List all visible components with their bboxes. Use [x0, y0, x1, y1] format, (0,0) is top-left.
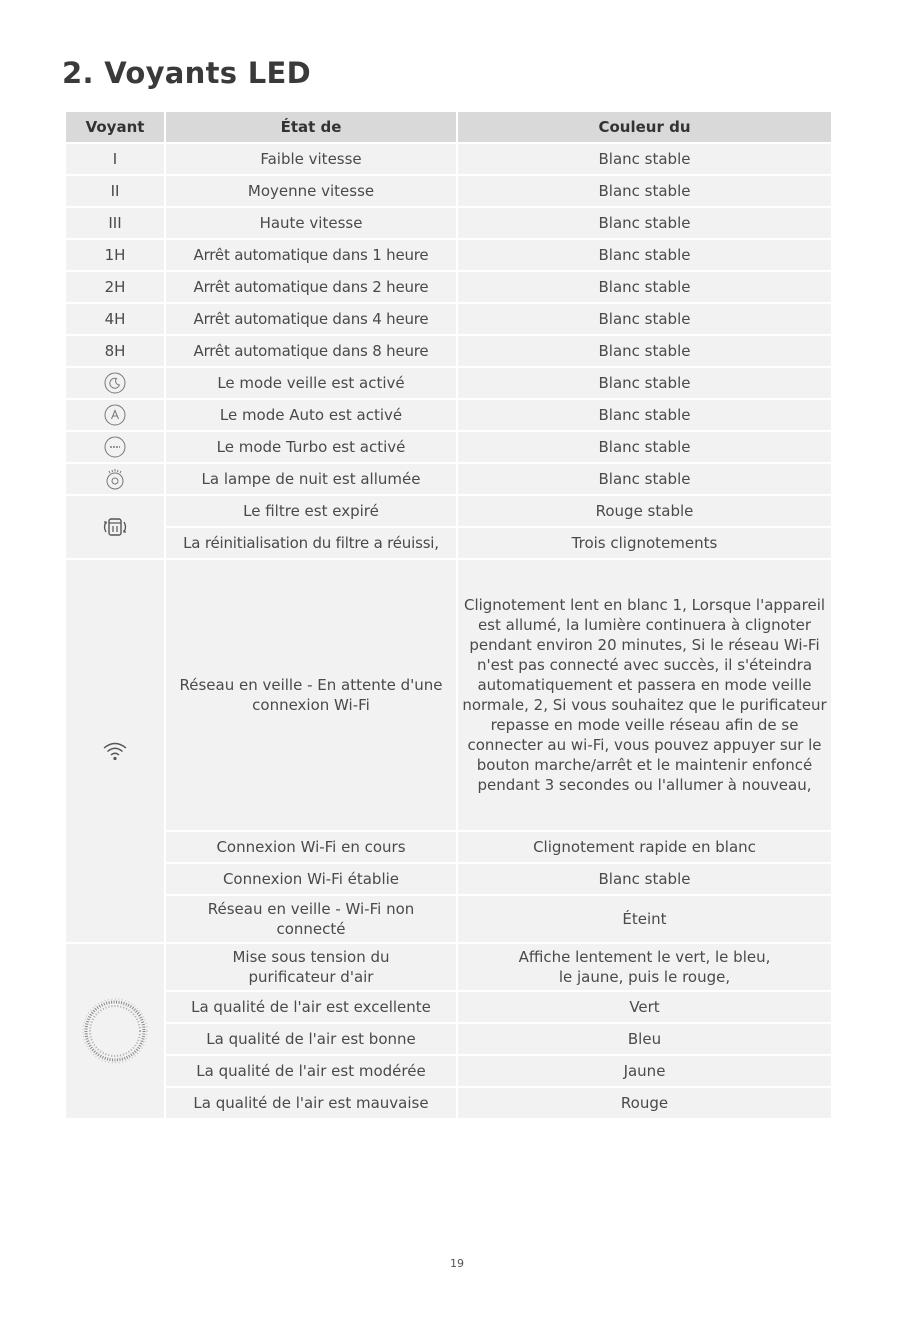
- couleur-cell: Blanc stable: [458, 336, 831, 366]
- voyant-cell: [66, 560, 164, 942]
- etat-cell: La qualité de l'air est mauvaise: [166, 1088, 456, 1118]
- couleur-cell: Vert: [458, 992, 831, 1022]
- led-indicator-table: [64, 110, 833, 1120]
- voyant-cell: 4H: [66, 304, 164, 334]
- couleur-cell: Blanc stable: [458, 864, 831, 894]
- table-row: [66, 400, 831, 430]
- table-row: [66, 336, 831, 366]
- voyant-cell: 8H: [66, 336, 164, 366]
- voyant-cell: I: [66, 144, 164, 174]
- voyant-cell: 2H: [66, 272, 164, 302]
- table-row: [66, 896, 831, 942]
- header-voyant: Voyant: [66, 112, 164, 142]
- voyant-cell: III: [66, 208, 164, 238]
- couleur-cell: Rouge: [458, 1088, 831, 1118]
- table-row: [66, 368, 831, 398]
- couleur-cell: Blanc stable: [458, 272, 831, 302]
- table-row: [66, 144, 831, 174]
- couleur-cell: Blanc stable: [458, 400, 831, 430]
- air-quality-ring-icon: [80, 996, 150, 1066]
- table-row: [66, 176, 831, 206]
- etat-cell: Haute vitesse: [166, 208, 456, 238]
- etat-cell: Réseau en veille - Wi-Fi non connecté: [166, 896, 456, 942]
- etat-cell: La qualité de l'air est bonne: [166, 1024, 456, 1054]
- table-row: [66, 464, 831, 494]
- table-row: [66, 304, 831, 334]
- table-row: [66, 240, 831, 270]
- table-row: [66, 992, 831, 1022]
- couleur-cell: Éteint: [458, 896, 831, 942]
- etat-cell: Faible vitesse: [166, 144, 456, 174]
- etat-cell: Réseau en veille - En attente d'une connexion Wi-Fi: [166, 560, 456, 830]
- table-row: [66, 864, 831, 894]
- etat-cell: Arrêt automatique dans 1 heure: [166, 240, 456, 270]
- couleur-cell: Trois clignotements: [458, 528, 831, 558]
- page-number: 19: [450, 1257, 464, 1270]
- etat-cell: Le mode Auto est activé: [166, 400, 456, 430]
- night-light-icon: [103, 467, 127, 491]
- header-couleur: Couleur du: [458, 112, 831, 142]
- table-row: [66, 1024, 831, 1054]
- couleur-cell: Blanc stable: [458, 368, 831, 398]
- sleep-mode-icon: [103, 371, 127, 395]
- voyant-cell: [66, 464, 164, 494]
- couleur-cell: Blanc stable: [458, 304, 831, 334]
- table-row: [66, 528, 831, 558]
- etat-cell: Le mode Turbo est activé: [166, 432, 456, 462]
- table-row: [66, 944, 831, 990]
- etat-cell: Arrêt automatique dans 2 heure: [166, 272, 456, 302]
- table-row: [66, 1088, 831, 1118]
- etat-cell: Moyenne vitesse: [166, 176, 456, 206]
- etat-cell: Le mode veille est activé: [166, 368, 456, 398]
- voyant-cell: [66, 368, 164, 398]
- couleur-cell: Blanc stable: [458, 208, 831, 238]
- etat-cell: Connexion Wi-Fi en cours: [166, 832, 456, 862]
- auto-mode-icon: [103, 403, 127, 427]
- voyant-cell: 1H: [66, 240, 164, 270]
- couleur-cell: Blanc stable: [458, 432, 831, 462]
- turbo-mode-icon: [103, 435, 127, 459]
- voyant-cell: [66, 944, 164, 1118]
- couleur-cell: Rouge stable: [458, 496, 831, 526]
- couleur-cell: Blanc stable: [458, 176, 831, 206]
- etat-cell: La réinitialisation du filtre a réuissi,: [166, 528, 456, 558]
- voyant-cell: II: [66, 176, 164, 206]
- couleur-cell: Affiche lentement le vert, le bleu, le jaune, puis le rouge,: [458, 944, 831, 990]
- table-row: [66, 432, 831, 462]
- etat-cell: Mise sous tension du purificateur d'air: [166, 944, 456, 990]
- couleur-cell: Jaune: [458, 1056, 831, 1086]
- etat-cell: Le filtre est expiré: [166, 496, 456, 526]
- voyant-cell: [66, 432, 164, 462]
- table-row: [66, 1056, 831, 1086]
- couleur-cell: Blanc stable: [458, 240, 831, 270]
- etat-cell: Arrêt automatique dans 4 heure: [166, 304, 456, 334]
- couleur-cell: Blanc stable: [458, 144, 831, 174]
- etat-cell: La qualité de l'air est excellente: [166, 992, 456, 1022]
- couleur-cell: Bleu: [458, 1024, 831, 1054]
- table-row: [66, 496, 831, 526]
- couleur-cell: Blanc stable: [458, 464, 831, 494]
- voyant-cell: [66, 400, 164, 430]
- etat-cell: La lampe de nuit est allumée: [166, 464, 456, 494]
- etat-cell: La qualité de l'air est modérée: [166, 1056, 456, 1086]
- couleur-cell: Clignotement rapide en blanc: [458, 832, 831, 862]
- header-etat: État de: [166, 112, 456, 142]
- table-row: [66, 272, 831, 302]
- page-title: 2. Voyants LED: [62, 56, 311, 90]
- table-header-row: [66, 112, 831, 142]
- table-row: [66, 560, 831, 830]
- etat-cell: Connexion Wi-Fi établie: [166, 864, 456, 894]
- table-row: [66, 208, 831, 238]
- couleur-cell: Clignotement lent en blanc 1, Lorsque l'appareil est allumé, la lumière continuera à clignoter pendant environ 20 minutes, Si le réseau Wi-Fi n'est pas connecté avec succès, il s'éteindra automatiquement et passera en mode veille normale, 2, Si vous souhaitez que le purificateur repasse en mode veille réseau afin de se connecter au wi-Fi, vous pouvez appuyer sur le bouton marche/arrêt et le maintenir enfoncé pendant 3 secondes ou l'allumer à nouveau,: [458, 560, 831, 830]
- table-row: [66, 832, 831, 862]
- etat-cell: Arrêt automatique dans 8 heure: [166, 336, 456, 366]
- filter-reset-icon: [100, 514, 130, 540]
- voyant-cell: [66, 496, 164, 558]
- wifi-icon: [102, 740, 128, 762]
